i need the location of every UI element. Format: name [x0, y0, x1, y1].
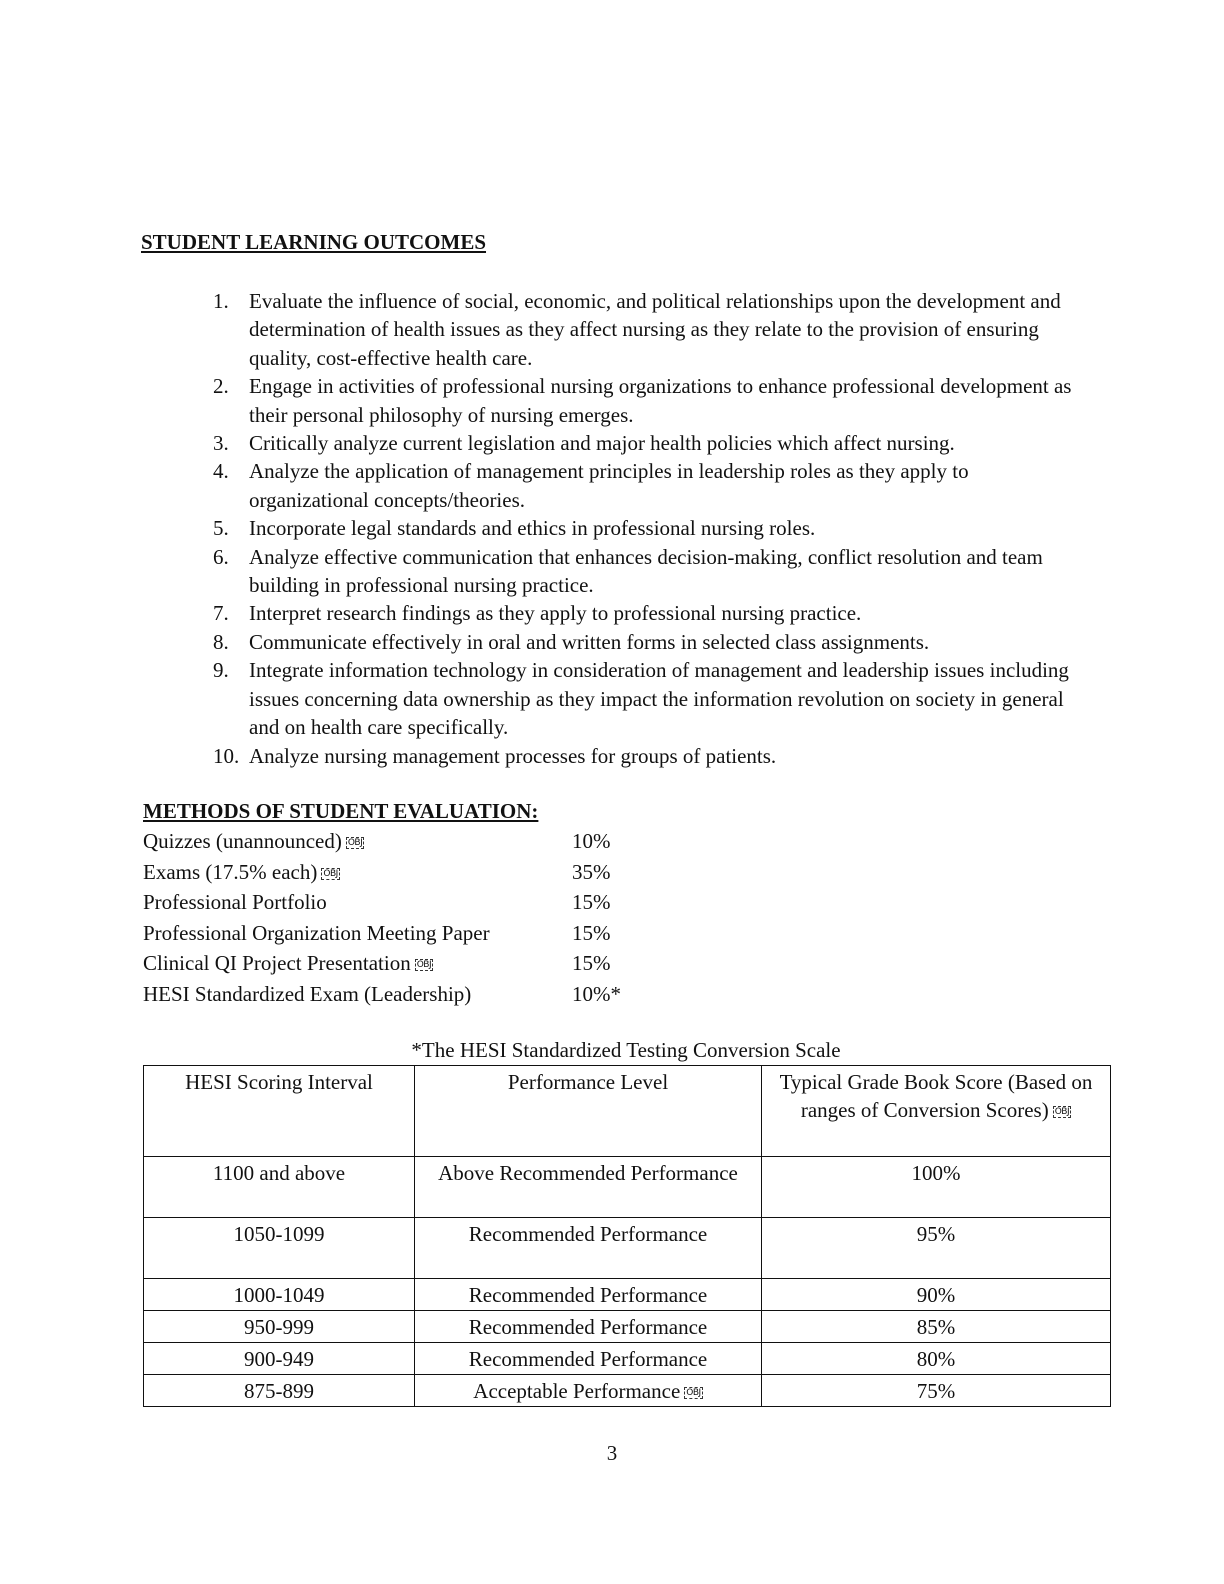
- outcome-text: Analyze nursing management processes for groups of patients.: [249, 743, 777, 768]
- outcome-number: 6.: [213, 544, 229, 569]
- outcome-number: 4.: [213, 459, 229, 484]
- object-placeholder-icon: OBJ: [1054, 1107, 1070, 1117]
- table-cell: 80%: [762, 1343, 1111, 1375]
- outcome-item: [213, 457, 1083, 514]
- outcome-item: [213, 628, 1083, 656]
- outcome-number: 1.: [213, 289, 229, 313]
- outcome-item: [213, 599, 1083, 627]
- evaluation-list: [143, 826, 663, 1010]
- outcome-number: 5.: [213, 516, 229, 541]
- evaluation-weight: 15%: [572, 890, 611, 915]
- table-cell: 875-899: [144, 1375, 415, 1407]
- evaluation-heading: METHODS OF STUDENT EVALUATION:: [143, 799, 539, 823]
- table-row: [144, 1375, 1111, 1407]
- table-cell: Above Recommended Performance: [415, 1157, 762, 1218]
- outcome-number: 3.: [213, 431, 229, 456]
- table-cell: Recommended Performance: [415, 1311, 762, 1343]
- evaluation-label: HESI Standardized Exam (Leadership): [143, 981, 472, 1006]
- object-placeholder-icon: OBJ: [686, 1388, 701, 1398]
- outcome-number: 2.: [213, 374, 229, 399]
- outcome-item: [213, 514, 1083, 542]
- outcome-item: [213, 429, 1083, 457]
- evaluation-weight: 15%: [572, 951, 611, 976]
- evaluation-weight: 15%: [572, 920, 611, 945]
- outcome-number: 9.: [213, 658, 229, 683]
- evaluation-weight: 10%*: [572, 981, 621, 1006]
- outcome-text: Incorporate legal standards and ethics in professional nursing roles.: [249, 516, 816, 541]
- outcome-text: Evaluate the influence of social, economic, and political relationships upon the development and determination of health issues as they affect nursing as they relate to the provision of ensuring quality, cost-effective health care.: [249, 289, 1061, 370]
- table-cell: 90%: [762, 1279, 1111, 1311]
- object-placeholder-icon: OBJ: [416, 960, 432, 971]
- conversion-table: [143, 1065, 1111, 1407]
- evaluation-label: Clinical QI Project Presentation: [143, 951, 411, 976]
- table-cell: 95%: [762, 1218, 1111, 1279]
- table-row: [144, 1311, 1111, 1343]
- outcome-text: Communicate effectively in oral and written forms in selected class assignments.: [249, 629, 930, 654]
- table-cell: 75%: [762, 1375, 1111, 1407]
- table-caption: *The HESI Standardized Testing Conversion Scale: [411, 1038, 841, 1062]
- table-cell: 85%: [762, 1311, 1111, 1343]
- table-cell: 1000-1049: [144, 1279, 415, 1311]
- header-cell: Performance Level: [415, 1066, 762, 1157]
- evaluation-label: Exams (17.5% each): [143, 859, 318, 884]
- table-cell: Recommended Performance: [415, 1218, 762, 1279]
- evaluation-row: [143, 857, 663, 888]
- outcome-number: 7.: [213, 601, 229, 626]
- table-cell: 1050-1099: [144, 1218, 415, 1279]
- outcome-item: [213, 742, 1083, 770]
- table-row: [144, 1218, 1111, 1279]
- evaluation-row: [143, 918, 663, 949]
- outcome-item: [213, 656, 1083, 741]
- header-cell: [762, 1066, 1111, 1157]
- outcome-number: 10.: [213, 743, 240, 768]
- page-number: 3: [606, 1441, 618, 1465]
- table-cell: [415, 1375, 762, 1407]
- table-cell: 1100 and above: [144, 1157, 415, 1218]
- outcome-text: Analyze the application of management principles in leadership roles as they apply to organizational concepts/theories.: [249, 459, 969, 512]
- outcome-number: 8.: [213, 629, 229, 654]
- outcome-item: [213, 543, 1083, 600]
- evaluation-label-cell: [143, 979, 572, 1010]
- table-row: [144, 1157, 1111, 1218]
- table-cell: 900-949: [144, 1343, 415, 1375]
- evaluation-label-cell: [143, 887, 572, 918]
- evaluation-weight: 35%: [572, 859, 611, 884]
- outcome-text: Integrate information technology in consideration of management and leadership issues including issues concerning data ownership as they impact the information revolution on society in general and on health care specifically.: [249, 658, 1069, 740]
- evaluation-row: [143, 826, 663, 857]
- evaluation-label-cell: [143, 918, 572, 949]
- table-row: [144, 1279, 1111, 1311]
- evaluation-weight: 10%: [572, 829, 611, 853]
- outcome-item: [213, 287, 1083, 372]
- outcomes-list: [213, 287, 1083, 770]
- table-cell-text: Acceptable Performance: [473, 1379, 681, 1403]
- evaluation-label: Professional Organization Meeting Paper: [143, 920, 490, 945]
- evaluation-label-cell: [143, 857, 572, 888]
- table-cell: 100%: [762, 1157, 1111, 1218]
- evaluation-row: [143, 948, 663, 979]
- evaluation-row: [143, 979, 663, 1010]
- header-cell: HESI Scoring Interval: [144, 1066, 415, 1157]
- table-cell: Recommended Performance: [415, 1343, 762, 1375]
- table-row: [144, 1343, 1111, 1375]
- evaluation-label-cell: [143, 948, 572, 979]
- table-cell: Recommended Performance: [415, 1279, 762, 1311]
- evaluation-row: [143, 887, 663, 918]
- evaluation-label: Professional Portfolio: [143, 890, 327, 915]
- outcome-item: [213, 372, 1083, 429]
- object-placeholder-icon: OBJ: [347, 838, 363, 848]
- header-text: Typical Grade Book Score (Based on ranges of Conversion Scores): [779, 1070, 1093, 1122]
- table-header-row: [144, 1066, 1111, 1157]
- outcomes-heading: STUDENT LEARNING OUTCOMES: [141, 230, 487, 254]
- outcome-text: Interpret research findings as they apply to professional nursing practice.: [249, 601, 862, 626]
- table-cell: 950-999: [144, 1311, 415, 1343]
- evaluation-label: Quizzes (unannounced): [143, 829, 342, 853]
- outcome-text: Critically analyze current legislation and major health policies which affect nursing.: [249, 431, 955, 456]
- object-placeholder-icon: OBJ: [323, 868, 338, 879]
- evaluation-label-cell: [143, 826, 572, 857]
- outcome-text: Analyze effective communication that enhances decision-making, conflict resolution and team building in professional nursing practice.: [249, 544, 1043, 598]
- outcome-text: Engage in activities of professional nursing organizations to enhance professional development as their personal philosophy of nursing emerges.: [249, 374, 1072, 427]
